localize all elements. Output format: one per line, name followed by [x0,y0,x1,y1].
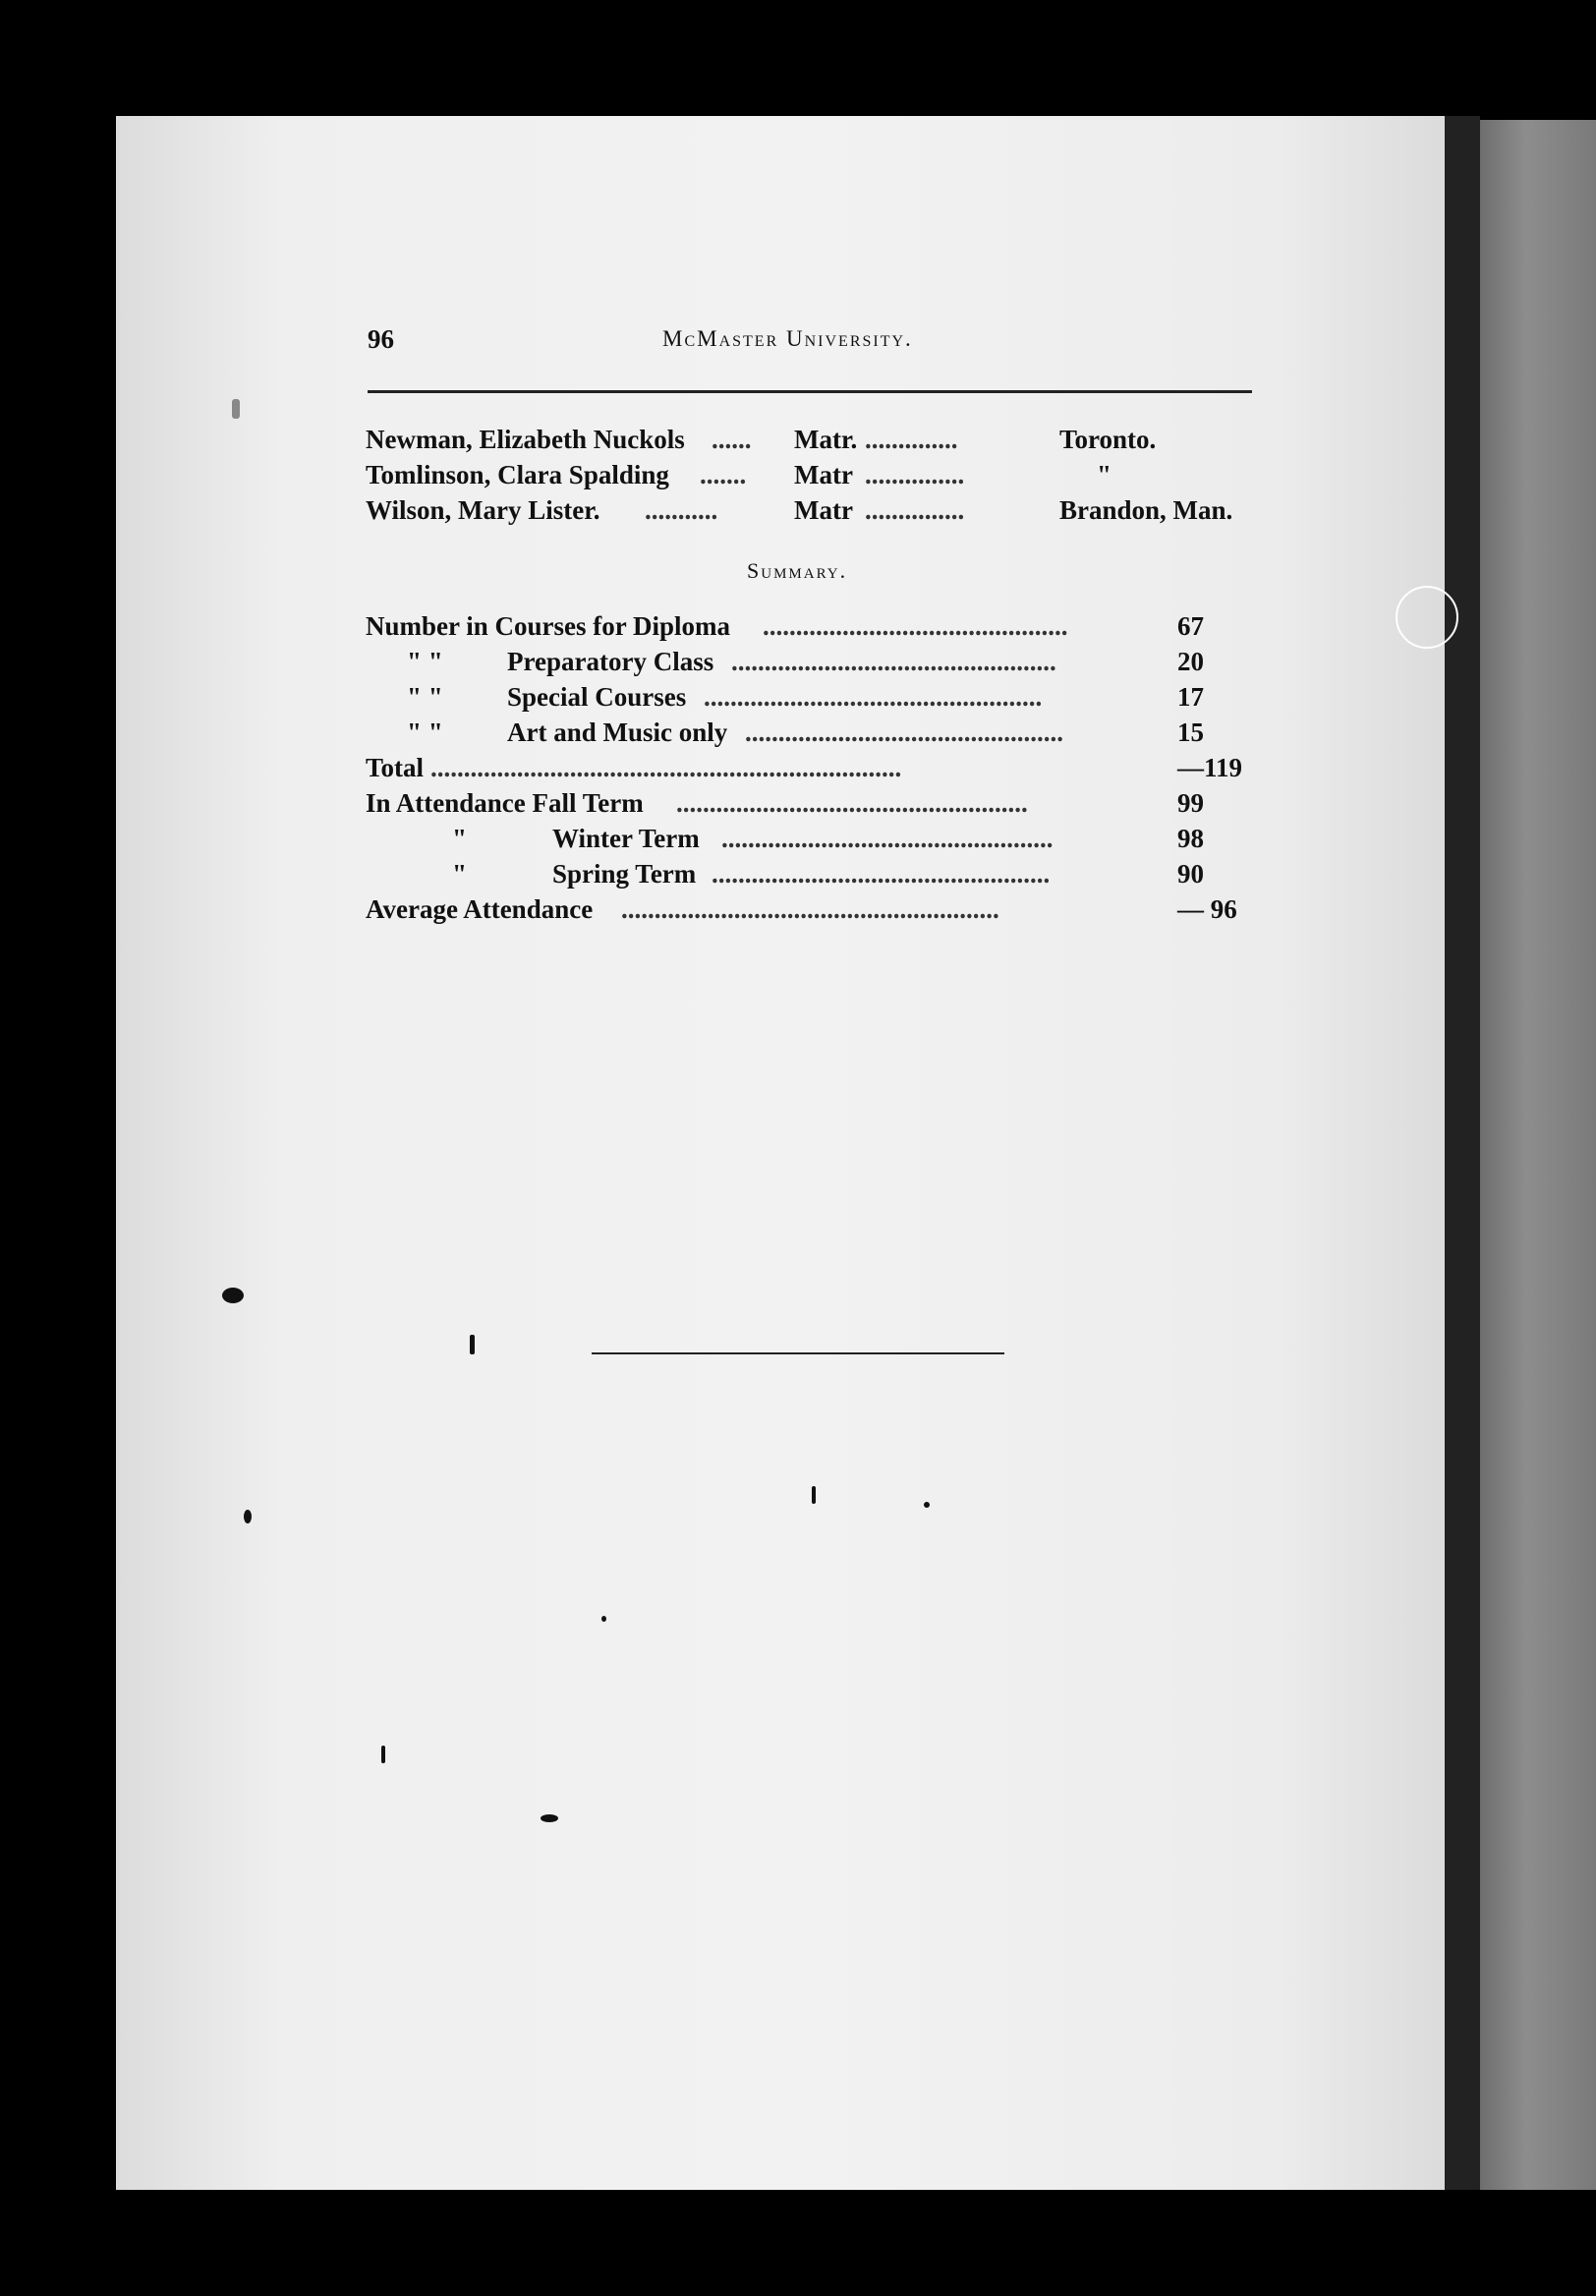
leader-dots: ..................................................... [676,788,1028,818]
ink-blot [601,1616,606,1622]
summary-label: Winter Term [552,824,700,853]
summary-label: Number in Courses for Diploma [366,611,731,641]
leader-dots: ............... [865,495,965,525]
summary-label: In Attendance Fall Term [366,788,644,818]
leader-dots: .............................................. [763,611,1068,641]
student-status: Matr [794,495,853,525]
ink-blot [470,1335,475,1354]
leader-dots: ............... [865,460,965,489]
summary-value: 98 [1177,824,1204,853]
leader-dots: ...... [712,425,752,454]
student-status: Matr [794,460,853,489]
ink-blot [381,1746,385,1763]
leader-dots: ....................................................................... [430,753,902,782]
ditto-mark: " [452,859,467,889]
summary-label: Special Courses [507,682,687,712]
student-place: Brandon, Man. [1059,495,1233,525]
summary-value: 20 [1177,647,1204,676]
facing-page-edge [1480,120,1596,2190]
leader-dots: ................................................... [712,859,1051,889]
student-name: Newman, Elizabeth Nuckols [366,425,685,454]
ditto-mark: " [452,824,467,853]
student-place: Toronto. [1059,425,1157,454]
page-number: 96 [368,324,394,354]
leader-dots: .................................................. [721,824,1054,853]
leader-dots: .............. [865,425,958,454]
student-status: Matr. [794,425,858,454]
summary-value: 17 [1177,682,1204,712]
ditto-mark: " " [407,682,443,712]
running-title: McMaster University. [662,326,913,351]
leader-dots: ................................................... [704,682,1043,712]
summary-label: Average Attendance [366,894,594,924]
page-header [368,324,1252,364]
summary-value: 99 [1177,788,1204,818]
ink-blot [244,1510,252,1523]
binding-gutter [1445,116,1480,2190]
leader-dots: ................................................ [745,718,1063,747]
header-rule [368,390,1252,393]
summary-value: 67 [1177,611,1204,641]
ditto-mark: " " [407,647,443,676]
ink-blot [222,1288,244,1303]
student-name: Wilson, Mary Lister. [366,495,600,525]
ink-blot [924,1502,930,1508]
student-place: " [1097,460,1112,489]
summary-value: —119 [1177,753,1243,782]
ink-blot [812,1486,816,1504]
summary-label: Preparatory Class [507,647,714,676]
student-name: Tomlinson, Clara Spalding [366,460,669,489]
summary-heading: Summary. [747,558,848,583]
leader-dots: ................................................. [731,647,1056,676]
ink-blot [541,1814,558,1822]
leader-dots: ........... [645,495,718,525]
closing-rule [592,1352,1004,1354]
ditto-mark: " " [407,718,443,747]
summary-label: Total [366,753,425,782]
summary-value: — 96 [1177,894,1237,924]
summary-value: 15 [1177,718,1204,747]
leader-dots: ......................................................... [621,894,999,924]
summary-value: 90 [1177,859,1204,889]
leader-dots: ....... [700,460,747,489]
summary-label: Art and Music only [507,718,728,747]
summary-label: Spring Term [552,859,697,889]
ink-blot [232,399,240,419]
